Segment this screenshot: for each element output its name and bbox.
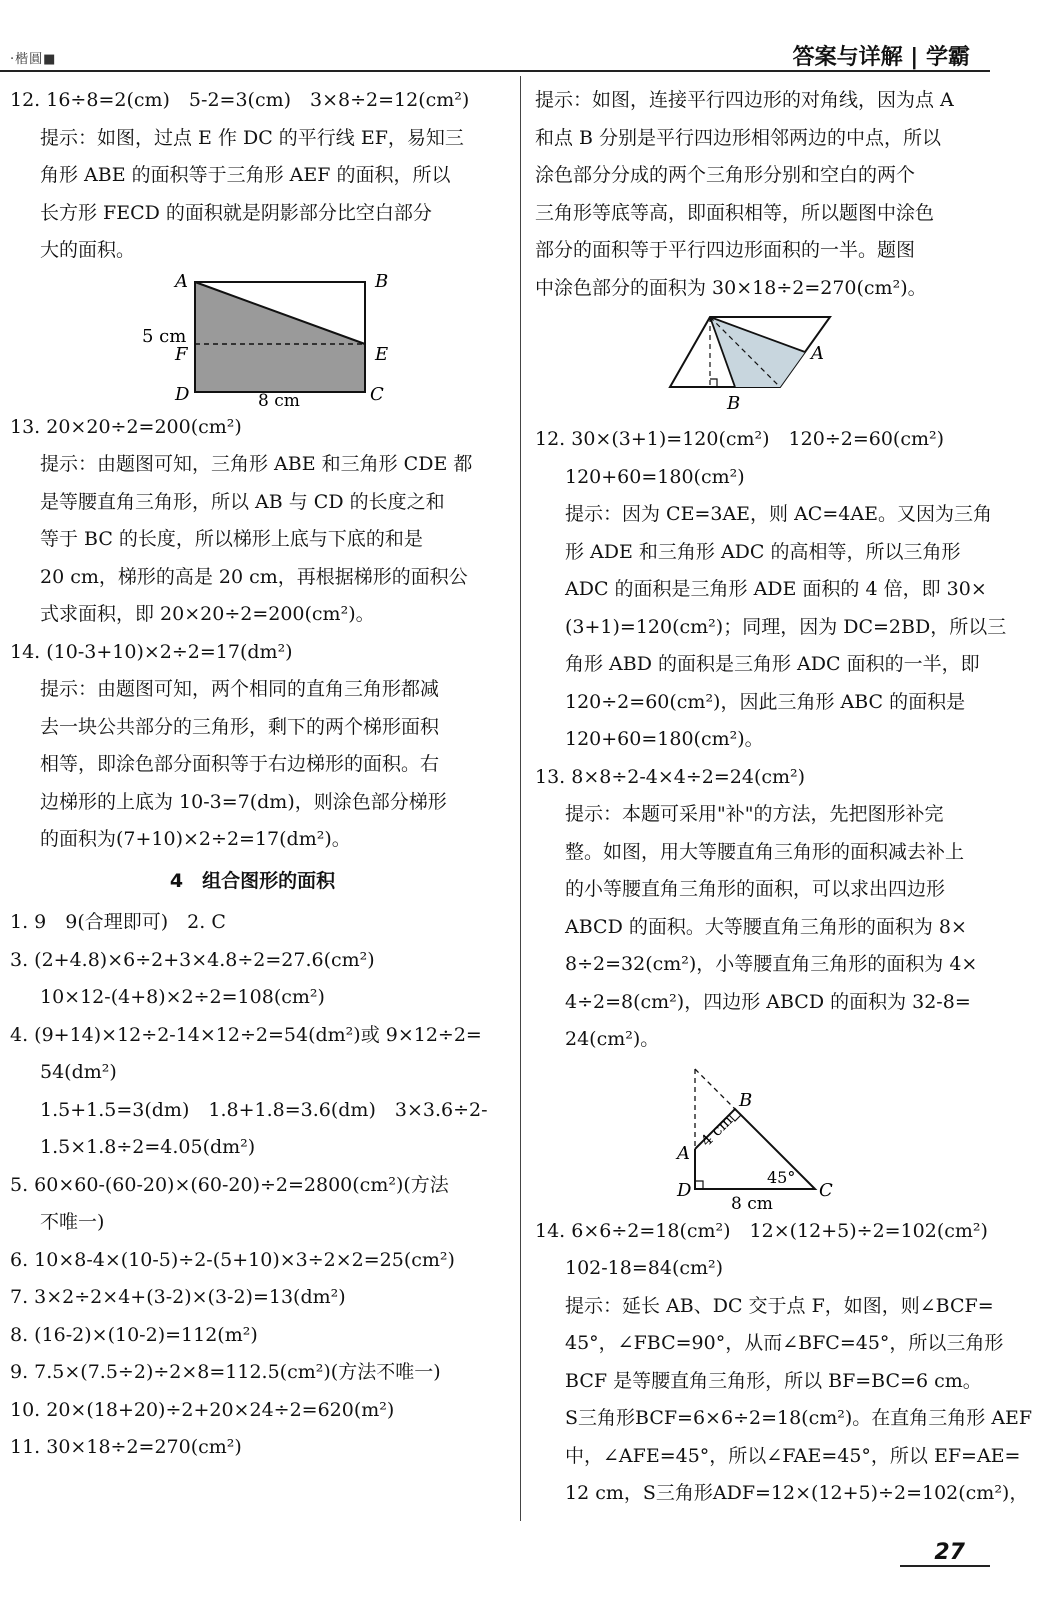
- hint-line: 整。如图，用大等腰直角三角形的面积减去补上: [565, 840, 965, 863]
- fig1-label: 8 cm: [258, 390, 300, 407]
- shaded-region: [195, 282, 365, 392]
- hint-line: 长方形 FECD 的面积就是阴影部分比空白部分: [40, 201, 432, 224]
- figure-parallelogram: [535, 309, 995, 419]
- answer-line: 5. 60×60-(60-20)×(60-20)÷2=2800(cm²)(方法: [10, 1173, 449, 1196]
- hint-line: 的面积为(7+10)×2÷2=17(dm²)。: [40, 828, 351, 850]
- hint-line: 120÷2=60(cm²)，因此三角形 ABC 的面积是: [565, 690, 966, 713]
- fig1-label: D: [175, 383, 190, 405]
- fig1-label: C: [370, 383, 384, 405]
- fig2-label: A: [811, 343, 824, 364]
- answer-line: 120+60=180(cm²): [565, 465, 745, 488]
- hint-line: 提示：如图，连接平行四边形的对角线，因为点 A: [535, 89, 954, 111]
- right-angle-d: [695, 1181, 703, 1189]
- right-column: [535, 82, 1033, 1513]
- fig2-label: B: [727, 393, 741, 414]
- hint-line: ADC 的面积是三角形 ADE 面积的 4 倍，即 30×: [565, 578, 987, 600]
- answer-line: 4. (9+14)×12÷2-14×12÷2=54(dm²)或 9×12÷2=: [10, 1023, 482, 1046]
- header-mark: ·楷圓■: [10, 52, 57, 67]
- footer-rule: [900, 1565, 990, 1567]
- answer-line: 8. (16-2)×(10-2)=112(m²): [10, 1323, 258, 1346]
- hint-line: 角形 ABD 的面积是三角形 ADC 面积的一半，即: [565, 653, 980, 675]
- hint-line: 提示：由题图可知，两个相同的直角三角形都减: [40, 678, 440, 700]
- hint-line: 120+60=180(cm²)。: [565, 728, 764, 750]
- answer-line: 54(dm²): [40, 1061, 117, 1083]
- answer-line: 11. 30×18÷2=270(cm²): [10, 1436, 242, 1458]
- answer-line: 1. 9 9(合理即可) 2. C: [10, 911, 226, 933]
- answer-line: 7. 3×2÷2×4+(3-2)×(3-2)=13(dm²): [10, 1286, 346, 1308]
- answer-line: 102-18=84(cm²): [565, 1257, 724, 1279]
- hint-line: 提示：因为 CE=3AE，则 AC=4AE。又因为三角: [565, 503, 992, 525]
- hint-line: 的小等腰直角三角形的面积，可以求出四边形: [565, 878, 946, 900]
- hint-line: 提示：延长 AB、DC 交于点 F，如图，则∠BCF=: [565, 1294, 994, 1317]
- fig1-label: F: [175, 343, 188, 365]
- page-number: 27: [934, 1540, 965, 1565]
- hint-line: 边梯形的上底为 10-3=7(dm)，则涂色部分梯形: [40, 790, 447, 813]
- hint-line: 去一块公共部分的三角形，剩下的两个梯形面积: [40, 715, 440, 738]
- header-title: 答案与详解 | 学霸: [792, 45, 970, 70]
- answer-line: 1.5+1.5=3(dm) 1.8+1.8=3.6(dm) 3×3.6÷2-: [40, 1098, 488, 1121]
- fig1-label: A: [175, 271, 188, 292]
- left-column: [10, 82, 495, 1467]
- answer-line: 10. 20×(18+20)÷2+20×24÷2=620(m²): [10, 1398, 395, 1421]
- hint-line: (3+1)=120(cm²)；同理，因为 DC=2BD，所以三: [565, 615, 1007, 638]
- fig3-label: C: [819, 1179, 833, 1201]
- shaded-region: [710, 317, 805, 387]
- hint-line: 提示：由题图可知，三角形 ABE 和三角形 CDE 都: [40, 453, 473, 475]
- hint-line: 形 ADE 和三角形 ADC 的高相等，所以三角形: [565, 540, 961, 563]
- hint-line: 中，∠AFE=45°，所以∠FAE=45°，所以 EF=AE=: [565, 1444, 1021, 1467]
- answer-line: 12. 16÷8=2(cm) 5-2=3(cm) 3×8÷2=12(cm²): [10, 89, 470, 111]
- hint-line: 45°，∠FBC=90°，从而∠BFC=45°，所以三角形: [565, 1332, 1004, 1354]
- answer-line: 13. 20×20÷2=200(cm²): [10, 415, 242, 438]
- hint-line: 等于 BC 的长度，所以梯形上底与下底的和是: [40, 528, 423, 550]
- figure-rectangle-abcd: [10, 272, 495, 407]
- answer-line: 13. 8×8÷2-4×4÷2=24(cm²): [535, 765, 806, 788]
- fig3-label: D: [677, 1179, 692, 1201]
- answer-line: 1.5×1.8÷2=4.05(dm²): [40, 1136, 256, 1158]
- answer-line: 10×12-(4+8)×2÷2=108(cm²): [40, 986, 325, 1008]
- hint-line: BCF 是等腰直角三角形，所以 BF=BC=6 cm。: [565, 1369, 982, 1392]
- hint-line: 提示：如图，过点 E 作 DC 的平行线 EF，易知三: [40, 126, 464, 149]
- hint-line: 20 cm，梯形的高是 20 cm，再根据梯形的面积公: [40, 565, 468, 588]
- right-angle-mark: [710, 379, 717, 387]
- hint-line: ABCD 的面积。大等腰直角三角形的面积为 8×: [565, 915, 967, 938]
- answer-line: 不唯一): [40, 1211, 105, 1233]
- figure-right-triangle: [535, 1061, 995, 1211]
- fig1-label: E: [375, 343, 389, 365]
- hint-line: 和点 B 分别是平行四边形相邻两边的中点，所以: [535, 126, 942, 149]
- answer-line: 14. (10-3+10)×2÷2=17(dm²): [10, 640, 293, 663]
- hint-line: 大的面积。: [40, 239, 136, 261]
- hint-line: 是等腰直角三角形，所以 AB 与 CD 的长度之和: [40, 490, 445, 513]
- hint-line: 12 cm，S三角形ADF=12×(12+5)÷2=102(cm²)，: [565, 1482, 1029, 1504]
- fig1-label: 5 cm: [142, 325, 187, 347]
- hint-line: 角形 ABE 的面积等于三角形 AEF 的面积，所以: [40, 164, 451, 186]
- hint-line: 24(cm²)。: [565, 1028, 660, 1050]
- hint-line: 相等，即涂色部分面积等于右边梯形的面积。右: [40, 753, 440, 775]
- answer-line: 14. 6×6÷2=18(cm²) 12×(12+5)÷2=102(cm²): [535, 1219, 988, 1242]
- hint-line: 涂色部分分成的两个三角形分别和空白的两个: [535, 164, 916, 186]
- answer-line: 9. 7.5×(7.5÷2)÷2×8=112.5(cm²)(方法不唯一): [10, 1361, 441, 1383]
- fig3-label: 4 cm: [697, 1110, 737, 1150]
- hint-line: 部分的面积等于平行四边形面积的一半。题图: [535, 239, 916, 261]
- hint-line: 三角形等底等高，即面积相等，所以题图中涂色: [535, 201, 935, 224]
- column-divider: [520, 76, 521, 1521]
- dashed-extension-hyp: [695, 1069, 735, 1109]
- fig3-label: A: [677, 1142, 690, 1164]
- hint-line: 式求面积，即 20×20÷2=200(cm²)。: [40, 603, 375, 625]
- hint-line: 8÷2=32(cm²)，小等腰直角三角形的面积为 4×: [565, 953, 978, 975]
- fig3-label: 45°: [767, 1167, 796, 1187]
- hint-line: S三角形BCF=6×6÷2=18(cm²)。在直角三角形 AEF: [565, 1407, 1033, 1429]
- answer-line: 6. 10×8-4×(10-5)÷2-(5+10)×3÷2×2=25(cm²): [10, 1248, 455, 1271]
- fig1-label: B: [375, 271, 389, 292]
- hint-line: 提示：本题可采用"补"的方法，先把图形补完: [565, 803, 944, 825]
- fig3-label: B: [739, 1089, 753, 1111]
- answer-line: 12. 30×(3+1)=120(cm²) 120÷2=60(cm²): [535, 428, 945, 450]
- fig3-label: 8 cm: [731, 1193, 773, 1211]
- answer-line: 3. (2+4.8)×6÷2+3×4.8÷2=27.6(cm²): [10, 948, 375, 971]
- hint-line: 中涂色部分的面积为 30×18÷2=270(cm²)。: [535, 276, 927, 299]
- header-rule: [0, 70, 990, 72]
- hint-line: 4÷2=8(cm²)，四边形 ABCD 的面积为 32-8=: [565, 990, 971, 1013]
- section-title: 4 组合图形的面积: [169, 869, 336, 892]
